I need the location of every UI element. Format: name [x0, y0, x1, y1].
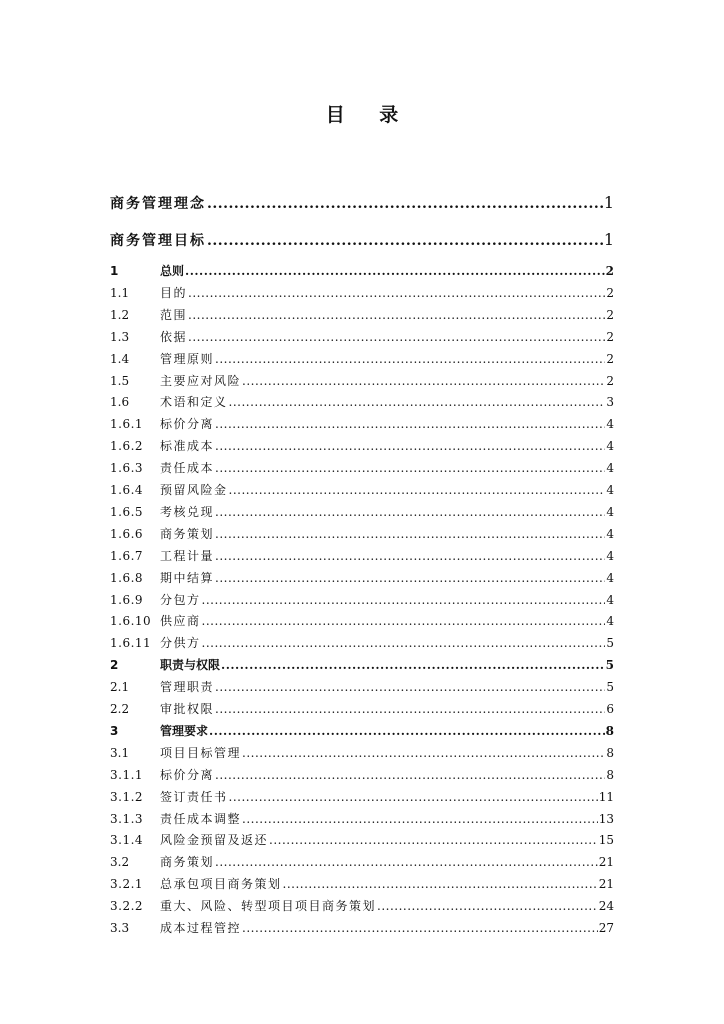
toc-entry-title: 工程计量 — [160, 548, 215, 563]
toc-entry-title: 预留风险金 — [160, 483, 228, 497]
toc-entry[interactable] — [110, 230, 614, 250]
toc-entry[interactable] — [110, 722, 614, 742]
toc-dot-leader — [188, 286, 605, 300]
toc-entry-title: 签订责任书 — [160, 789, 228, 804]
toc-dot-leader — [242, 812, 598, 826]
toc-entry-page: 8 — [606, 745, 614, 760]
toc-entry[interactable] — [110, 350, 614, 370]
toc-dot-leader — [215, 549, 605, 563]
toc-entry-page: 2 — [606, 351, 614, 366]
toc-entry[interactable] — [110, 591, 614, 611]
toc-title: 目 录 — [325, 104, 413, 126]
toc-entry-number: 1.6.3 — [110, 461, 144, 476]
toc-entry-title: 风险金预留及返还 — [160, 833, 269, 848]
toc-entry-title: 主要应对风险 — [160, 373, 242, 388]
toc-entry-page: 2 — [605, 264, 614, 278]
toc-entry-title: 范围 — [160, 307, 188, 322]
toc-entry[interactable] — [110, 569, 614, 589]
toc-dot-leader — [215, 461, 605, 475]
toc-entry-title: 总则 — [160, 264, 185, 278]
toc-entry-page: 2 — [606, 373, 614, 388]
toc-entry-number: 3.1 — [110, 745, 130, 760]
toc-entry[interactable] — [110, 503, 614, 523]
toc-dot-leader — [185, 264, 605, 278]
toc-dot-leader — [242, 746, 605, 760]
toc-dot-leader — [215, 571, 605, 585]
toc-entry-page: 15 — [598, 833, 614, 848]
toc-entry-page: 4 — [606, 417, 614, 432]
toc-entry-number: 3.3 — [110, 921, 130, 935]
toc-entry[interactable] — [110, 372, 614, 392]
toc-entry-title: 术语和定义 — [160, 395, 228, 410]
toc-dot-leader — [215, 527, 605, 541]
toc-entry-title: 依据 — [160, 329, 188, 344]
toc-entry-number: 1.6.5 — [110, 504, 144, 519]
toc-entry-title: 目的 — [160, 285, 188, 300]
toc-entry-number: 1.5 — [110, 373, 130, 388]
toc-entry-title: 商务管理理念 — [110, 196, 206, 212]
toc-dot-leader — [215, 352, 605, 366]
toc-entry-title: 责任成本 — [160, 461, 215, 476]
toc-dot-leader — [202, 593, 606, 607]
toc-entry-title: 管理要求 — [160, 723, 209, 738]
toc-entry-page: 3 — [606, 395, 614, 410]
toc-entry-number: 3.2.1 — [110, 877, 144, 892]
toc-entry[interactable] — [110, 656, 614, 676]
toc-entry-number: 1.6.7 — [110, 548, 144, 563]
toc-entry-number: 1.1 — [110, 285, 130, 300]
toc-entry[interactable] — [110, 875, 614, 895]
toc-entry-number: 1.2 — [110, 307, 130, 322]
toc-entry-page: 2 — [606, 285, 614, 300]
toc-entry-page: 21 — [598, 855, 614, 870]
toc-dot-leader — [229, 483, 606, 497]
toc-entry-number: 1.6.1 — [110, 417, 144, 432]
toc-entry-page: 21 — [598, 877, 614, 892]
toc-entry-number: 2.2 — [110, 702, 130, 716]
toc-dot-leader — [229, 395, 606, 409]
toc-entry-page: 8 — [605, 723, 614, 738]
toc-entry[interactable] — [110, 766, 614, 786]
toc-entry-title: 总承包项目商务策划 — [160, 877, 282, 892]
toc-entry-title: 分包方 — [160, 592, 201, 607]
toc-entry-page: 4 — [606, 526, 614, 541]
toc-dot-leader — [377, 899, 598, 913]
toc-entry-title: 成本过程管控 — [160, 921, 242, 935]
toc-entry-number: 1 — [110, 264, 119, 278]
toc-entry[interactable] — [110, 481, 614, 501]
toc-entry-title: 标价分离 — [160, 417, 215, 432]
toc-dot-leader — [215, 439, 605, 453]
toc-entry-title: 商务管理目标 — [110, 233, 206, 249]
toc-dot-leader — [188, 330, 605, 344]
toc-entry-number: 3.1.2 — [110, 789, 144, 804]
toc-entry-page: 4 — [606, 614, 614, 629]
toc-dot-leader — [269, 833, 598, 847]
toc-entry-page: 2 — [606, 329, 614, 344]
toc-entry-title: 分供方 — [160, 636, 201, 651]
toc-entry[interactable] — [110, 393, 614, 413]
toc-entry-title: 审批权限 — [160, 702, 215, 716]
toc-entry-title: 期中结算 — [160, 570, 215, 585]
toc-entry-page: 6 — [606, 702, 614, 716]
toc-entry-title: 管理职责 — [160, 680, 215, 695]
toc-dot-leader — [215, 855, 598, 869]
toc-entry[interactable] — [110, 437, 614, 457]
toc-entry-page: 5 — [606, 636, 614, 651]
toc-entry-number: 3.1.3 — [110, 811, 144, 826]
toc-entry-title: 商务策划 — [160, 855, 215, 870]
toc-dot-leader — [229, 790, 598, 804]
toc-dot-leader — [207, 196, 603, 212]
toc-entry-page: 1 — [603, 193, 614, 212]
toc-entry-number: 3 — [110, 723, 119, 738]
toc-entry-page: 4 — [606, 592, 614, 607]
toc-entry-page: 4 — [606, 483, 614, 497]
toc-entry-title: 重大、风险、转型项目项目商务策划 — [160, 899, 377, 914]
toc-entry-title: 项目目标管理 — [160, 745, 242, 760]
toc-dot-leader — [209, 724, 605, 738]
toc-entry[interactable] — [110, 700, 614, 720]
toc-entry[interactable] — [110, 262, 614, 282]
toc-entry-number: 3.1.4 — [110, 833, 144, 848]
toc-dot-leader — [215, 680, 605, 694]
toc-dot-leader — [215, 768, 605, 782]
toc-dot-leader — [202, 614, 606, 628]
toc-entry-page: 24 — [598, 899, 614, 914]
toc-entry-page: 4 — [606, 461, 614, 476]
toc-entry-page: 4 — [606, 504, 614, 519]
toc-entry[interactable] — [110, 678, 614, 698]
toc-entry-number: 3.2.2 — [110, 899, 144, 914]
toc-entry-page: 8 — [606, 767, 614, 782]
toc-entry-number: 1.3 — [110, 329, 130, 344]
toc-entry[interactable] — [110, 744, 614, 764]
toc-entry-page: 4 — [606, 439, 614, 454]
toc-entry-page: 27 — [598, 921, 614, 935]
toc-dot-leader — [215, 505, 605, 519]
toc-entry-title: 标价分离 — [160, 767, 215, 782]
toc-entry[interactable] — [110, 919, 614, 939]
toc-entry-page: 5 — [606, 680, 614, 695]
toc-dot-leader — [283, 877, 598, 891]
toc-entry-title: 管理原则 — [160, 351, 215, 366]
toc-entry[interactable] — [110, 897, 614, 917]
toc-entry-page: 13 — [598, 811, 614, 826]
toc-dot-leader — [202, 636, 606, 650]
toc-dot-leader — [207, 233, 603, 249]
toc-dot-leader — [215, 702, 605, 716]
toc-entry[interactable] — [110, 415, 614, 435]
toc-entry-page: 11 — [598, 789, 614, 804]
toc-dot-leader — [221, 658, 605, 672]
toc-entry-number: 2 — [110, 658, 119, 673]
toc-entry-number: 1.6.10 — [110, 614, 152, 629]
toc-dot-leader — [242, 921, 598, 935]
toc-dot-leader — [215, 417, 605, 431]
toc-entry[interactable] — [110, 306, 614, 326]
toc-entry-page: 4 — [606, 570, 614, 585]
toc-entry-number: 3.2 — [110, 855, 130, 870]
toc-entry-title: 责任成本调整 — [160, 811, 242, 826]
toc-entry[interactable] — [110, 810, 614, 830]
toc-entry-number: 1.6.2 — [110, 439, 144, 454]
toc-entry-title: 职责与权限 — [160, 658, 221, 673]
toc-entry-number: 1.6.4 — [110, 483, 144, 497]
toc-dot-leader — [242, 374, 605, 388]
toc-entry[interactable] — [110, 193, 614, 213]
toc-entry-number: 1.6 — [110, 395, 130, 410]
toc-entry-page: 2 — [606, 307, 614, 322]
toc-entry-title: 商务策划 — [160, 526, 215, 541]
toc-entry-title: 标准成本 — [160, 439, 215, 454]
toc-entry-page: 4 — [606, 548, 614, 563]
toc-entry[interactable] — [110, 328, 614, 348]
toc-entry-page: 5 — [605, 658, 614, 673]
toc-entry[interactable] — [110, 284, 614, 304]
toc-entry[interactable] — [110, 831, 614, 851]
toc-entry-number: 1.6.9 — [110, 592, 144, 607]
toc-entry-number: 1.6.6 — [110, 526, 144, 541]
toc-entry[interactable] — [110, 612, 614, 632]
toc-entry-number: 2.1 — [110, 680, 130, 695]
toc-dot-leader — [188, 308, 605, 322]
toc-entry[interactable] — [110, 525, 614, 545]
toc-entry[interactable] — [110, 788, 614, 808]
toc-entry-number: 1.6.8 — [110, 570, 144, 585]
toc-entry[interactable] — [110, 459, 614, 479]
toc-entry[interactable] — [110, 853, 614, 873]
toc-entry-number: 3.1.1 — [110, 767, 144, 782]
toc-entry-page: 1 — [603, 230, 614, 249]
toc-entry-number: 1.6.11 — [110, 636, 152, 651]
toc-entry-title: 供应商 — [160, 614, 201, 629]
toc-entry[interactable] — [110, 634, 614, 654]
toc-entry-number: 1.4 — [110, 351, 130, 366]
toc-entry-title: 考核兑现 — [160, 504, 215, 519]
toc-entry[interactable] — [110, 547, 614, 567]
